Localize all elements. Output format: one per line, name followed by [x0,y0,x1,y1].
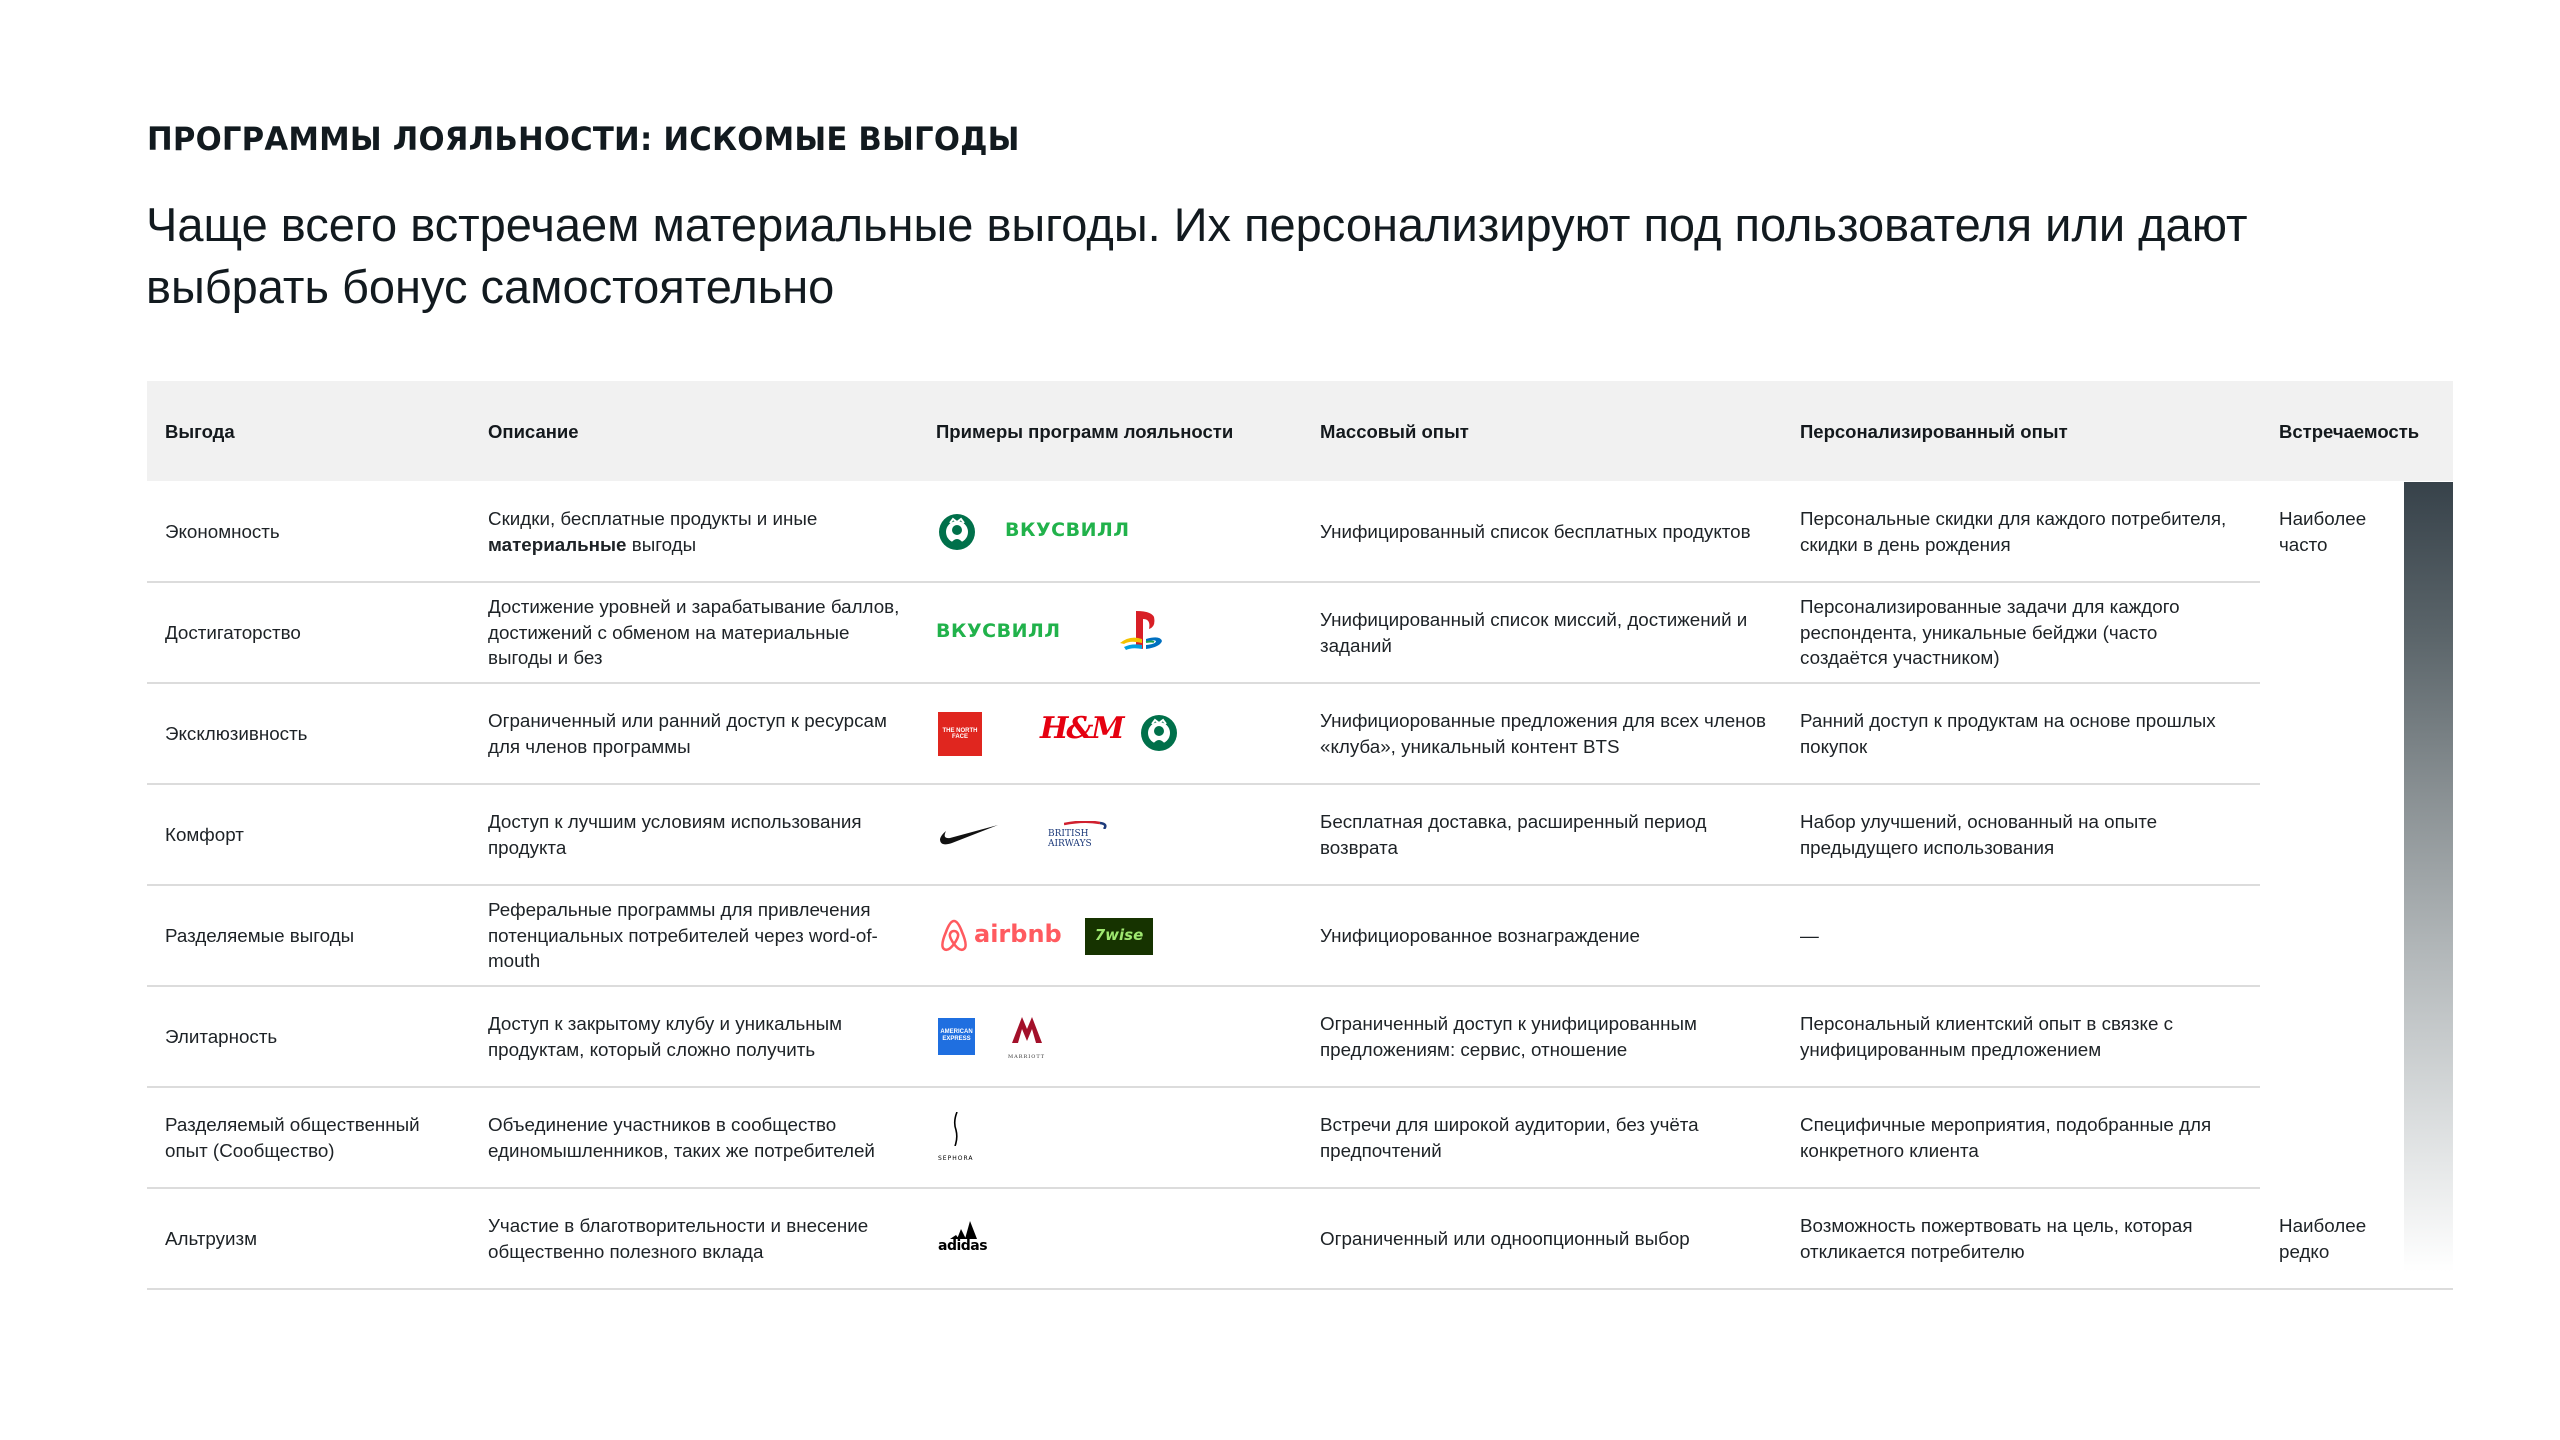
benefit-name: Альтруизм [165,1227,258,1249]
personalized-experience: Набор улучшений, основанный на опыте предыдущего использования [1800,811,2158,858]
table-row [147,886,2260,987]
benefit-name: Экономность [165,520,280,542]
american-express-logo-icon: AMERICAN EXPRESS [938,1018,975,1055]
benefit-description: Объединение участников в сообщество единомышленников, таких же потребителей [488,1114,875,1161]
starbucks-logo-icon [1140,714,1178,752]
table-row [147,987,2260,1088]
mass-experience: Встречи для широкой аудитории, без учёта предпочтений [1320,1114,1699,1161]
the-north-face-logo-icon: THE NORTH FACE [938,712,982,756]
mass-experience: Унифицированный список бесплатных продуктов [1320,520,1751,542]
page-title: ПРОГРАММЫ ЛОЯЛЬНОСТИ: ИСКОМЫЕ ВЫГОДЫ [147,120,1020,158]
row-divider [147,1288,2453,1290]
benefit-description: Доступ к закрытому клубу и уникальным продуктам, который сложно получить [488,1013,843,1060]
benefit-description: Достижение уровней и зарабатывание баллов, достижений с обменом на материальные выгоды и без [488,596,900,669]
benefit-name: Достигаторство [165,621,301,643]
playstation-logo-icon [1116,609,1166,655]
frequency-label-least: Наиболее редко [2279,1215,2367,1262]
mass-experience: Бесплатная доставка, расширенный период возврата [1320,811,1707,858]
wise-logo-icon: 7wise [1085,918,1153,955]
mass-experience: Унифициорованное вознаграждение [1320,924,1640,946]
frequency-gradient-bar [2404,482,2453,1272]
table-row [147,785,2260,886]
personalized-experience: Персональный клиентский опыт в связке с унифицированным предложением [1800,1013,2174,1060]
table-row [147,583,2260,684]
mass-experience: Ограниченный или одноопционный выбор [1320,1227,1690,1249]
column-header-mass-experience: Массовый опыт [1320,421,1469,442]
personalized-experience: — [1800,924,1819,946]
sephora-logo-icon: SEPHORA [938,1112,973,1172]
column-header-description: Описание [488,421,579,442]
table-row [147,1088,2260,1189]
page-subtitle: Чаще всего встречаем материальные выгоды. Их персонализируют под пользователя или дают выбрать бонус самостоятельно [146,198,2248,313]
nike-logo-icon [938,823,1000,847]
benefit-description: Реферальные программы для привлечения потенциальных потребителей через word-of-mouth [488,899,878,972]
benefit-description: Скидки, бесплатные продукты и иные материальные выгоды [488,508,818,555]
table-header [147,381,2453,481]
personalized-experience: Ранний доступ к продуктам на основе прошлых покупок [1800,710,2216,757]
adidas-logo-icon: adidas [938,1217,987,1253]
benefit-name: Разделяемые выгоды [165,924,355,946]
mass-experience: Унифициорованные предложения для всех членов «клуба», уникальный контент BTS [1320,710,1766,757]
personalized-experience: Персонализированные задачи для каждого респондента, уникальные бейджи (часто создаётся участником) [1800,596,2180,669]
vkusvill-logo-icon: ВКУСВИЛЛ [936,619,1061,642]
benefit-description: Доступ к лучшим условиям использования продукта [488,811,862,858]
personalized-experience: Возможность пожертвовать на цель, которая откликается потребителю [1800,1215,2193,1262]
table-row [147,684,2260,785]
airbnb-logo-icon: airbnb [938,918,1062,952]
british-airways-logo-icon: BRITISH AIRWAYS [1048,821,1108,849]
mass-experience: Унифицированный список миссий, достижений и заданий [1320,609,1748,656]
column-header-personalized-experience: Персонализированный опыт [1800,421,2068,442]
table-row [147,1189,2367,1290]
marriott-logo-icon: MARRIOTT [1008,1013,1045,1071]
vkusvill-logo-icon: ВКУСВИЛЛ [1005,518,1130,541]
column-header-examples: Примеры программ лояльности [936,421,1234,442]
benefit-name: Эксклюзивность [165,722,308,744]
mass-experience: Ограниченный доступ к унифицированным предложениям: сервис, отношение [1320,1013,1697,1060]
starbucks-logo-icon [938,513,976,551]
table-row [147,482,2367,583]
benefit-description: Ограниченный или ранний доступ к ресурсам для членов программы [488,710,887,757]
frequency-label-most: Наиболее часто [2279,508,2367,555]
benefit-name: Разделяемый общественный опыт (Сообщество) [165,1114,420,1161]
column-header-benefit: Выгода [165,421,235,442]
benefit-name: Элитарность [165,1025,278,1047]
benefit-description: Участие в благотворительности и внесение общественно полезного вклада [488,1215,869,1262]
personalized-experience: Специфичные мероприятия, подобранные для конкретного клиента [1800,1114,2212,1161]
column-header-frequency: Встречаемость [2279,421,2420,442]
hm-logo-icon: H&M [1040,710,1123,746]
personalized-experience: Персональные скидки для каждого потребителя, скидки в день рождения [1800,508,2227,555]
benefit-name: Комфорт [165,823,244,845]
